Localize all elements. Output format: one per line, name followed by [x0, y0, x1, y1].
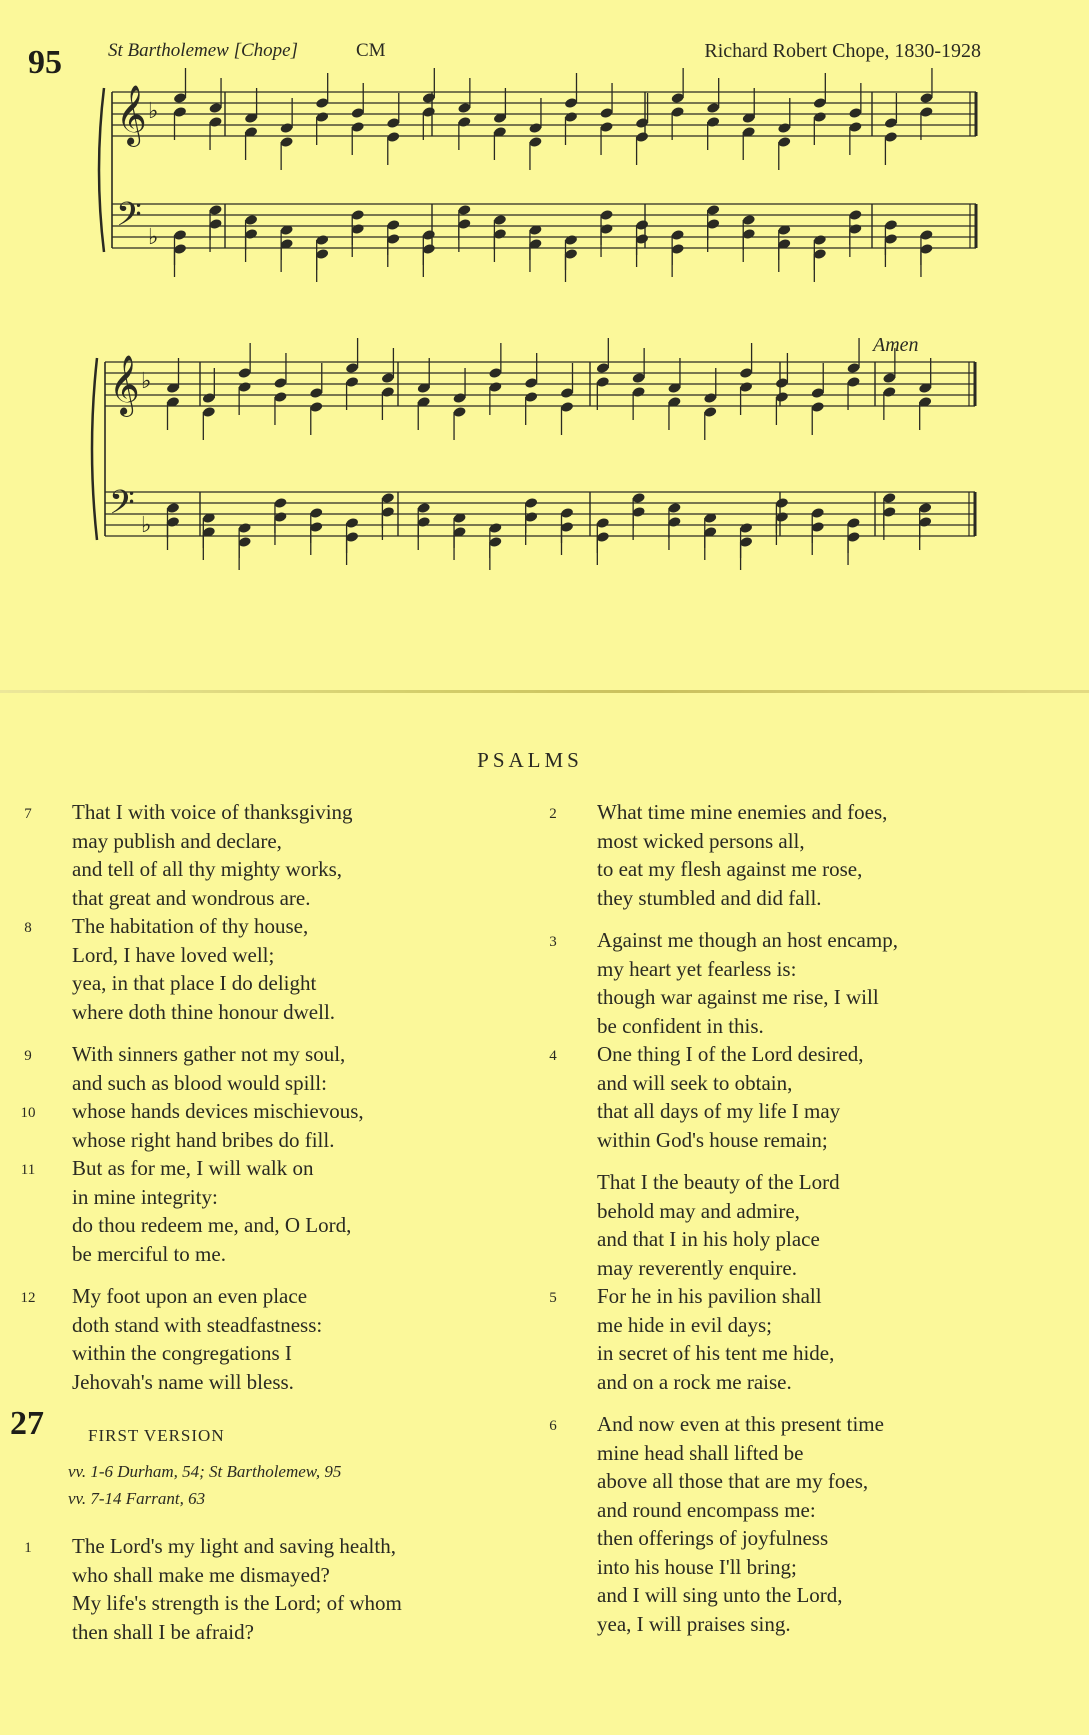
verse-line: But as for me, I will walk on: [72, 1156, 314, 1180]
verse-line: Lord, I have loved well;: [72, 942, 275, 967]
verse-line: One thing I of the Lord desired,: [597, 1042, 864, 1066]
verse-number: 4: [549, 1048, 557, 1064]
verse-line: With sinners gather not my soul,: [72, 1042, 346, 1066]
verse-line: And now even at this present time: [597, 1412, 884, 1436]
verse-number: 9: [24, 1048, 32, 1064]
verse-line: in secret of his tent me hide,: [597, 1341, 835, 1365]
verse: [10, 798, 500, 912]
verse-line: What time mine enemies and foes,: [597, 800, 888, 824]
verse-line: and I will sing unto the Lord,: [597, 1583, 843, 1607]
stanza: [535, 1168, 1015, 1396]
section-heading: PSALMS: [477, 748, 583, 772]
psalm-version: FIRST VERSION: [88, 1426, 225, 1445]
left-stanzas-after: [10, 1532, 500, 1646]
verse-number: 11: [20, 1162, 36, 1178]
tune-references: [10, 1458, 500, 1512]
verse: [10, 1040, 500, 1097]
verse-number: 8: [24, 920, 32, 936]
verse-line: to eat my flesh against me rose,: [597, 857, 863, 881]
tune-reference: vv. 1-6 Durham, 54; St Bartholemew, 95: [68, 1462, 342, 1481]
verse-line: they stumbled and did fall.: [597, 885, 822, 910]
verse-number: 7: [24, 806, 32, 822]
system-brace: [99, 88, 104, 252]
left-stanzas-before: [10, 798, 500, 1396]
verse-line: most wicked persons all,: [597, 828, 805, 853]
verse-number: 1: [24, 1540, 32, 1556]
verse-line: be merciful to me.: [72, 1241, 226, 1266]
verse: [535, 926, 1015, 1040]
page-fold-divider: [0, 690, 1089, 693]
verse-line: where doth thine honour dwell.: [72, 999, 336, 1024]
key-signature-flat: ♭: [141, 513, 152, 538]
tune-reference: vv. 7-14 Farrant, 63: [68, 1489, 206, 1508]
verse-line: mine head shall lifted be: [597, 1440, 804, 1465]
music-score: [0, 0, 1089, 620]
verse-line: yea, in that place I do delight: [72, 971, 317, 995]
verse-line: may reverently enquire.: [597, 1255, 797, 1280]
verse: [10, 1154, 500, 1268]
verse-line: within God's house remain;: [597, 1127, 828, 1152]
verse-line: then shall I be afraid?: [72, 1619, 254, 1644]
verse-line: that all days of my life I may: [597, 1099, 841, 1123]
verse: [10, 1532, 500, 1646]
verse-line: That I the beauty of the Lord: [597, 1170, 840, 1194]
stanza: [10, 1040, 500, 1268]
verse-line: and on a rock me raise.: [597, 1369, 792, 1394]
verse-line: that great and wondrous are.: [72, 885, 311, 910]
composer-credit: Richard Robert Chope, 1830-1928: [704, 40, 981, 62]
verse-number: 6: [549, 1418, 557, 1434]
verse-line: My life's strength is the Lord; of whom: [72, 1591, 402, 1615]
stanza: [535, 798, 1015, 912]
key-signature-flat: ♭: [141, 369, 152, 394]
verse-number: 5: [549, 1290, 557, 1306]
verse-line: my heart yet fearless is:: [597, 956, 797, 981]
stanza: [535, 1410, 1015, 1638]
key-signature-flat: ♭: [148, 99, 159, 124]
verse-line: above all those that are my foes,: [597, 1469, 869, 1493]
right-stanzas: [535, 798, 1015, 1638]
verse: [535, 1410, 1015, 1638]
verse-line: do thou redeem me, and, O Lord,: [72, 1213, 352, 1237]
stanza: [10, 1532, 500, 1646]
verse: [10, 1282, 500, 1396]
verse-line: in mine integrity:: [72, 1184, 218, 1209]
verse-line: be confident in this.: [597, 1013, 764, 1038]
verse-line: The Lord's my light and saving health,: [72, 1534, 396, 1558]
verse-line: and such as blood would spill:: [72, 1070, 327, 1095]
verse: [535, 1040, 1015, 1154]
verse-line: Jehovah's name will bless.: [72, 1369, 294, 1394]
stanza: [10, 798, 500, 1026]
verse-line: yea, I will praises sing.: [597, 1611, 791, 1636]
verse: [10, 1097, 500, 1154]
verse: [535, 1282, 1015, 1396]
verse: [535, 798, 1015, 912]
key-signature-flat: ♭: [148, 225, 159, 250]
bass-clef: 𝄢: [109, 484, 135, 530]
verse-line: For he in his pavilion shall: [597, 1284, 822, 1308]
verse-line: and that I in his holy place: [597, 1227, 820, 1251]
verse-line: may publish and declare,: [72, 828, 282, 853]
verse-number: 3: [549, 934, 557, 950]
verse-line: me hide in evil days;: [597, 1312, 772, 1337]
verse-line: whose right hand bribes do fill.: [72, 1127, 335, 1152]
verse-line: within the congregations I: [72, 1341, 292, 1365]
verse-line: My foot upon an even place: [72, 1284, 308, 1308]
verse-line: and will seek to obtain,: [597, 1070, 793, 1095]
verse-line: That I with voice of thanksgiving: [72, 800, 353, 824]
verse: [10, 912, 500, 1026]
psalm-number: 27: [10, 1405, 44, 1442]
bass-clef: 𝄢: [116, 196, 142, 242]
verse-line: into his house I'll bring;: [597, 1554, 797, 1579]
stanza: [10, 1282, 500, 1396]
verse-line: Against me though an host encamp,: [597, 928, 898, 952]
amen-label: Amen: [873, 334, 919, 356]
verse-line: and tell of all thy mighty works,: [72, 857, 343, 881]
psalm-header: [10, 1405, 500, 1458]
verse-number: 12: [20, 1290, 36, 1306]
system-brace: [92, 358, 97, 540]
right-text-column: [535, 798, 1015, 1652]
verse-line: whose hands devices mischievous,: [72, 1099, 364, 1123]
verse-line: The habitation of thy house,: [72, 914, 309, 938]
hymn-number: 95: [28, 44, 62, 81]
verse-line: and round encompass me:: [597, 1497, 816, 1522]
verse-line: behold may and admire,: [597, 1198, 800, 1223]
verse-line: doth stand with steadfastness:: [72, 1312, 323, 1337]
verse-line: though war against me rise, I will: [597, 985, 879, 1009]
treble-clef: 𝄞: [109, 355, 140, 415]
verse-line: then offerings of joyfulness: [597, 1526, 829, 1550]
verse-number: 2: [549, 806, 557, 822]
verse-line: who shall make me dismayed?: [72, 1562, 330, 1587]
left-text-column: [10, 798, 500, 1660]
verse-number: 10: [20, 1105, 36, 1121]
tune-meter: CM: [356, 40, 386, 61]
verse: [535, 1168, 1015, 1282]
treble-clef: 𝄞: [116, 85, 147, 145]
stanza: [535, 926, 1015, 1154]
tune-name: St Bartholemew [Chope]: [108, 40, 298, 61]
